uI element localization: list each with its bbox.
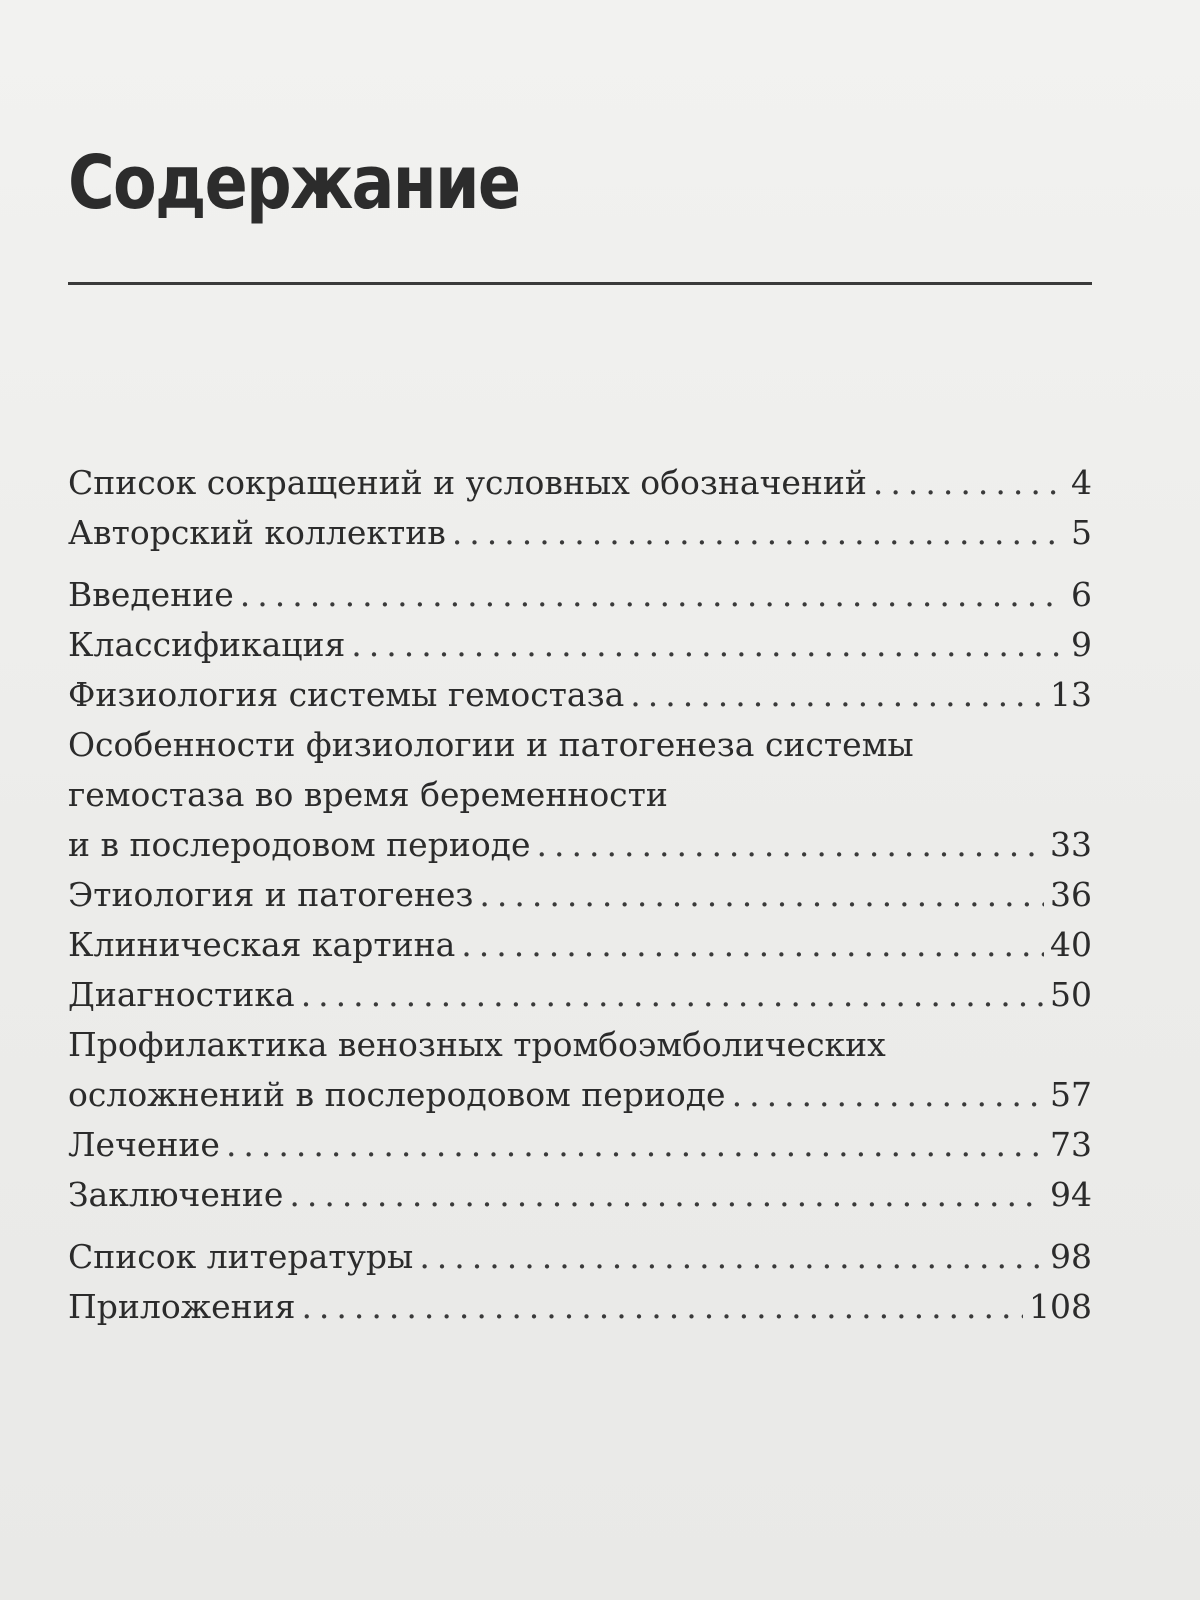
dot-leader	[461, 920, 1044, 970]
toc-entry-title-line-3: и в послеродовом периоде	[68, 825, 531, 864]
toc-entry-title-line-1: Профилактика венозных тромбоэмболических	[68, 1025, 886, 1064]
toc-page-number: 9	[1071, 625, 1092, 664]
toc-page-number: 98	[1050, 1237, 1092, 1276]
dot-leader	[351, 620, 1062, 670]
dot-leader	[732, 1070, 1044, 1120]
title-divider	[68, 282, 1092, 285]
toc-page-number: 6	[1071, 575, 1092, 614]
toc-entry-title: Заключение	[68, 1175, 284, 1214]
toc-entry-title: Авторский коллектив	[68, 513, 446, 552]
toc-page-number: 73	[1050, 1125, 1092, 1164]
toc-entry-abbreviations[interactable]	[68, 458, 1092, 508]
toc-page-number: 50	[1050, 975, 1092, 1014]
toc-entry-title: Клиническая картина	[68, 925, 456, 964]
toc-page-number: 36	[1050, 875, 1092, 914]
toc-page-number: 108	[1029, 1287, 1092, 1326]
toc-entry-title: Физиология системы гемостаза	[68, 675, 625, 714]
toc-entry-diagnostics[interactable]	[68, 970, 1092, 1020]
toc-entry-authors[interactable]	[68, 508, 1092, 558]
dot-leader	[240, 570, 1062, 620]
toc-page-number: 94	[1050, 1175, 1092, 1214]
dot-leader	[301, 970, 1044, 1020]
toc-entry-prevention[interactable]	[68, 1020, 1092, 1120]
toc-entry-title: Список сокращений и условных обозначений	[68, 463, 867, 502]
toc-entry-title: Список литературы	[68, 1237, 414, 1276]
toc-entry-title: Приложения	[68, 1287, 296, 1326]
dot-leader	[301, 1282, 1023, 1332]
toc-page-number: 4	[1071, 463, 1092, 502]
toc-entry-conclusion[interactable]	[68, 1170, 1092, 1220]
dot-leader	[873, 458, 1062, 508]
dot-leader	[630, 670, 1044, 720]
toc-entry-title: Лечение	[68, 1125, 220, 1164]
dot-leader	[537, 820, 1044, 870]
toc-page-number: 40	[1050, 925, 1092, 964]
toc-entry-title-line-2: гемостаза во время беременности	[68, 775, 668, 814]
toc-entry-appendices[interactable]	[68, 1282, 1092, 1332]
dot-leader	[479, 870, 1044, 920]
toc-entry-classification[interactable]	[68, 620, 1092, 670]
toc-entry-title: Введение	[68, 575, 234, 614]
toc-entry-title-line-1: Особенности физиологии и патогенеза системы	[68, 725, 914, 764]
toc-entry-title-line-2: осложнений в послеродовом периоде	[68, 1075, 726, 1114]
toc-entry-title: Классификация	[68, 625, 346, 664]
toc-page-number: 33	[1050, 825, 1092, 864]
toc-entry-title: Диагностика	[68, 975, 295, 1014]
dot-leader	[452, 508, 1062, 558]
toc-entry-title: Этиология и патогенез	[68, 875, 474, 914]
dot-leader	[419, 1232, 1044, 1282]
toc-page-number: 13	[1050, 675, 1092, 714]
toc-entry-introduction[interactable]	[68, 570, 1092, 620]
toc-entry-hemostasis-physiology[interactable]	[68, 670, 1092, 720]
dot-leader	[226, 1120, 1044, 1170]
toc-entry-treatment[interactable]	[68, 1120, 1092, 1170]
dot-leader	[289, 1170, 1044, 1220]
toc-entry-etiology[interactable]	[68, 870, 1092, 920]
toc-page-number: 5	[1071, 513, 1092, 552]
toc-entry-clinical-picture[interactable]	[68, 920, 1092, 970]
page-title: Содержание	[68, 140, 520, 226]
toc-entry-pregnancy-hemostasis[interactable]	[68, 720, 1092, 870]
toc-page-number: 57	[1050, 1075, 1092, 1114]
toc-entry-references[interactable]	[68, 1232, 1092, 1282]
